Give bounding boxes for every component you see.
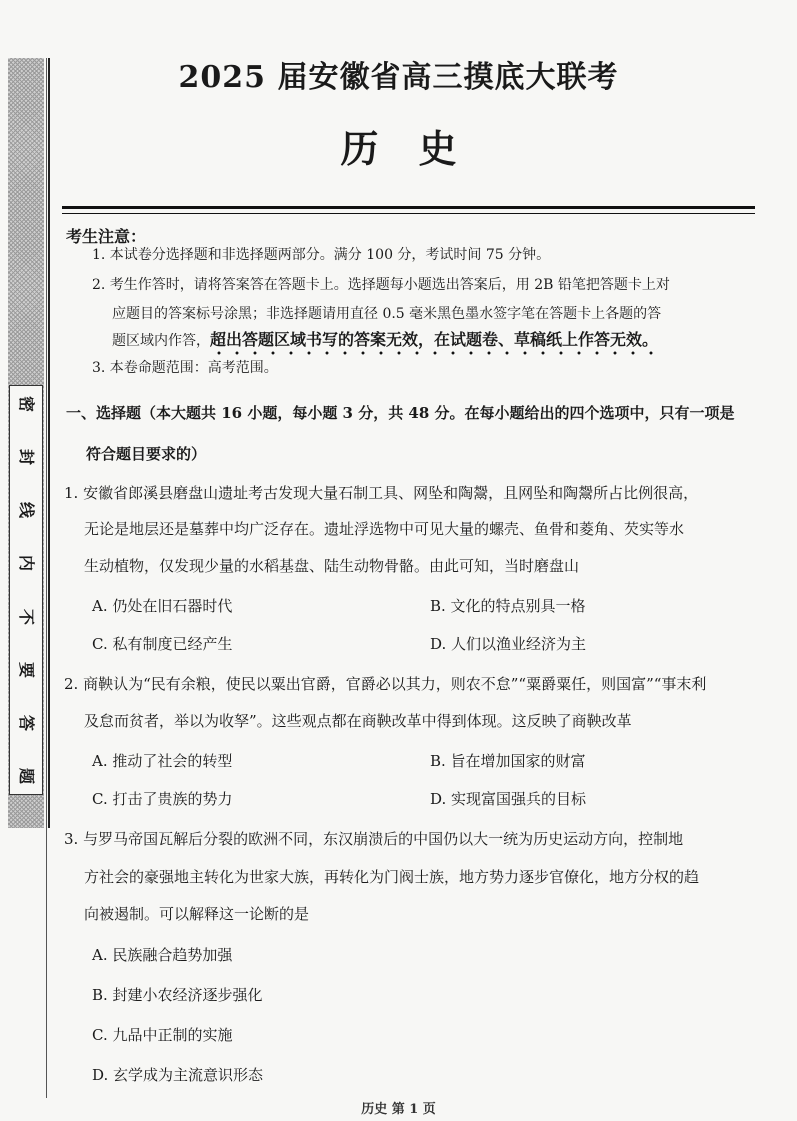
question-3-text: 方社会的豪强地主转化为世家大族，再转化为门阀士族，地方势力逐步官僚化，地方分权的趋 <box>84 868 700 886</box>
option-d[interactable]: D. 实现富国强兵的目标 <box>430 790 587 808</box>
binding-char: 密 <box>16 395 36 413</box>
exam-title: 2025 届安徽省高三摸底大联考 <box>178 60 619 95</box>
section-heading: 符合题目要求的） <box>86 445 207 463</box>
subject-title: 历史 <box>340 126 497 171</box>
binding-char: 线 <box>16 502 36 519</box>
divider <box>62 206 755 209</box>
emphasis-text: 超出答题区域书写的答案无效，在试题卷、草稿纸上作答无效。 <box>210 330 658 356</box>
notice-item: 应题目的答案标号涂黑；非选择题请用直径 0.5 毫米黑色墨水签字笔在答题卡上各题的答 <box>112 306 662 322</box>
option-d[interactable]: D. 人们以渔业经济为主 <box>430 635 587 653</box>
question-1-text: 1. 安徽省郎溪县磨盘山遗址考古发现大量石制工具、网坠和陶鬶，且网坠和陶鬶所占比例很高， <box>64 484 699 502</box>
option-b[interactable]: B. 旨在增加国家的财富 <box>430 752 586 770</box>
question-3-text: 向被遏制。可以解释这一论断的是 <box>84 905 310 923</box>
option-c[interactable]: C. 九品中正制的实施 <box>92 1026 233 1044</box>
binding-char: 封 <box>16 449 36 466</box>
binding-char: 题 <box>16 767 36 784</box>
binding-line <box>46 58 47 1098</box>
option-d[interactable]: D. 玄学成为主流意识形态 <box>92 1066 264 1084</box>
binding-char: 要 <box>16 661 36 678</box>
question-3-text: 3. 与罗马帝国瓦解后分裂的欧洲不同，东汉崩溃后的中国仍以大一统为历史运动方向，控制地 <box>64 830 684 848</box>
notice-item: 3. 本卷命题范围：高考范围。 <box>92 360 278 376</box>
section-heading: 一、选择题（本大题共 16 小题，每小题 3 分，共 48 分。在每小题给出的四个选项中，只有一项是 <box>66 404 735 422</box>
notice-heading: 考生注意： <box>66 227 147 246</box>
option-b[interactable]: B. 文化的特点别具一格 <box>430 597 586 615</box>
option-a[interactable]: A. 推动了社会的转型 <box>92 752 233 770</box>
option-a[interactable]: A. 民族融合趋势加强 <box>92 946 233 964</box>
binding-char: 不 <box>16 608 36 625</box>
divider <box>62 213 755 214</box>
binding-notice <box>9 385 43 795</box>
notice-item: 1. 本试卷分选择题和非选择题两部分。满分 100 分，考试时间 75 分钟。 <box>92 247 551 263</box>
option-b[interactable]: B. 封建小农经济逐步强化 <box>92 986 263 1004</box>
option-a[interactable]: A. 仍处在旧石器时代 <box>92 597 233 615</box>
notice-item: 2. 考生作答时，请将答案答在答题卡上。选择题每小题选出答案后，用 2B 铅笔把答题卡上对 <box>92 277 670 293</box>
page-footer: 历史 第 1 页 <box>361 1102 436 1117</box>
question-2-text: 2. 商鞅认为“民有余粮，使民以粟出官爵，官爵必以其力，则农不怠”“粟爵粟任，则国富”“事末利 <box>64 675 707 693</box>
question-1-text: 生动植物，仅发现少量的水稻基盘、陆生动物骨骼。由此可知，当时磨盘山 <box>84 557 580 575</box>
binding-char: 内 <box>16 555 36 572</box>
question-1-text: 无论是地层还是墓葬中均广泛存在。遗址浮选物中可见大量的螺壳、鱼骨和菱角、芡实等水 <box>84 520 685 538</box>
option-c[interactable]: C. 打击了贵族的势力 <box>92 790 233 808</box>
binding-char: 答 <box>16 714 36 731</box>
question-2-text: 及怠而贫者，举以为收孥”。这些观点都在商鞅改革中得到体现。这反映了商鞅改革 <box>84 712 632 730</box>
notice-text: 题区域内作答， <box>112 333 210 349</box>
option-c[interactable]: C. 私有制度已经产生 <box>92 635 233 653</box>
